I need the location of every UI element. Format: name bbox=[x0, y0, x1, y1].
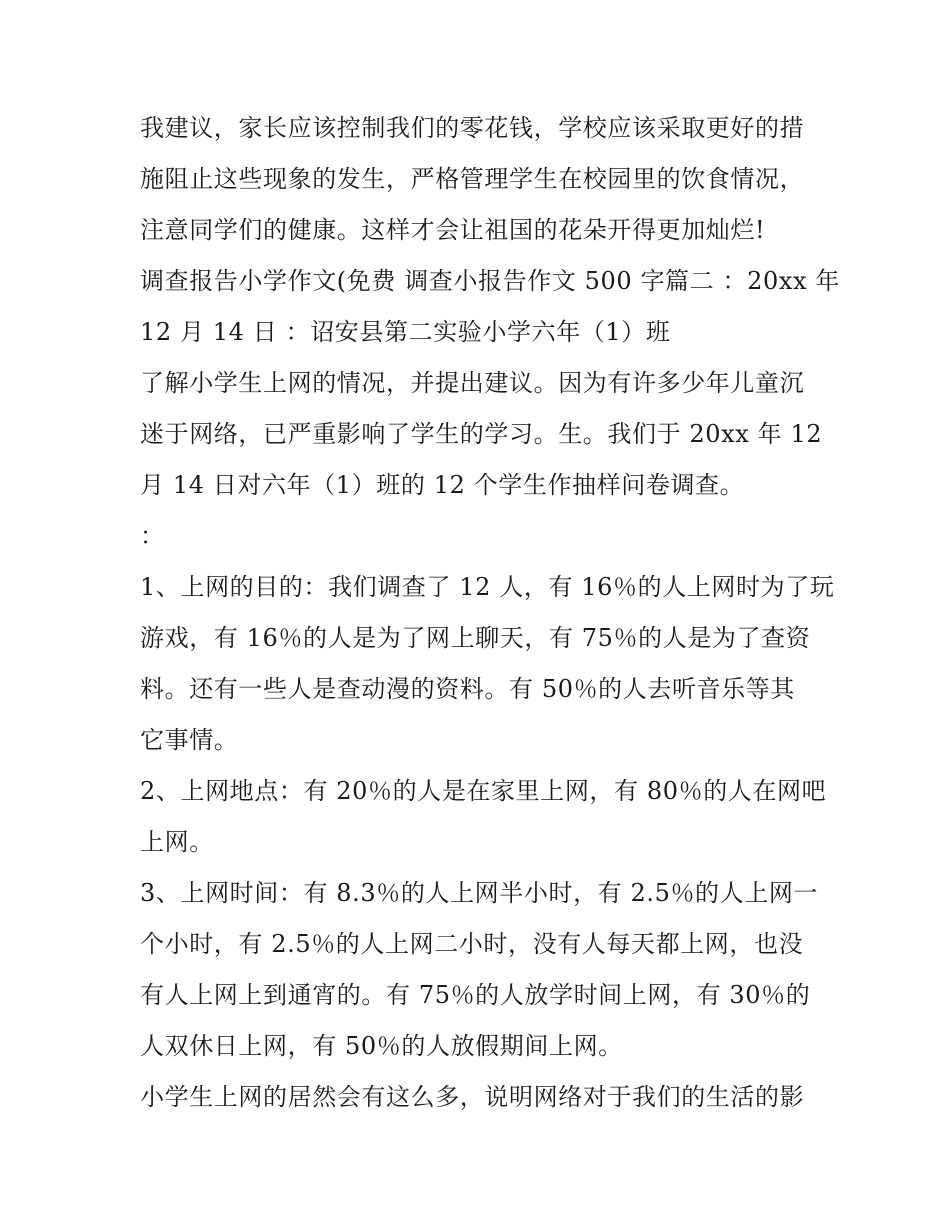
text-line: 注意同学们的健康。这样才会让祖国的花朵开得更加灿烂! bbox=[140, 216, 766, 244]
text-line: 人双休日上网，有 50％的人放假期间上网。 bbox=[140, 1032, 623, 1060]
text-line: 12 月 14 日 ：诏安县第二实验小学六年（1）班 bbox=[140, 318, 671, 346]
text-line: 迷于网络，已严重影响了学生的学习。生。我们于 20xx 年 12 bbox=[140, 420, 823, 448]
text-line: 上网。 bbox=[140, 828, 214, 856]
text-line: 我建议，家长应该控制我们的零花钱，学校应该采取更好的措 bbox=[140, 114, 805, 142]
text-line: 个小时，有 2.5％的人上网二小时，没有人每天都上网，也没 bbox=[140, 930, 804, 958]
text-line: 小学生上网的居然会有这么多，说明网络对于我们的生活的影 bbox=[140, 1083, 805, 1111]
text-line: 有人上网上到通宵的。有 75％的人放学时间上网，有 30％的 bbox=[140, 981, 811, 1009]
text-line: 它事情。 bbox=[140, 726, 239, 754]
text-line: 施阻止这些现象的发生，严格管理学生在校园里的饮食情况， bbox=[140, 165, 805, 193]
text-line: 游戏，有 16％的人是为了网上聊天，有 75％的人是为了查资 bbox=[140, 624, 811, 652]
text-line: 了解小学生上网的情况，并提出建议。因为有许多少年儿童沉 bbox=[140, 369, 805, 397]
text-line: 1、上网的目的：我们调查了 12 人，有 16％的人上网时为了玩 bbox=[140, 573, 835, 601]
text-line: 2、上网地点：有 20％的人是在家里上网，有 80％的人在网吧 bbox=[140, 777, 827, 805]
text-line: 料。还有一些人是查动漫的资料。有 50％的人去听音乐等其 bbox=[140, 675, 795, 703]
text-line: 3、上网时间：有 8.3％的人上网半小时，有 2.5％的人上网一 bbox=[140, 879, 819, 907]
text-line: 月 14 日对六年（1）班的 12 个学生作抽样问卷调查。 bbox=[140, 471, 745, 499]
text-line: ： bbox=[140, 522, 165, 550]
text-line: 调查报告小学作文(免费 调查小报告作文 500 字篇二 ：20xx 年 bbox=[140, 267, 840, 295]
